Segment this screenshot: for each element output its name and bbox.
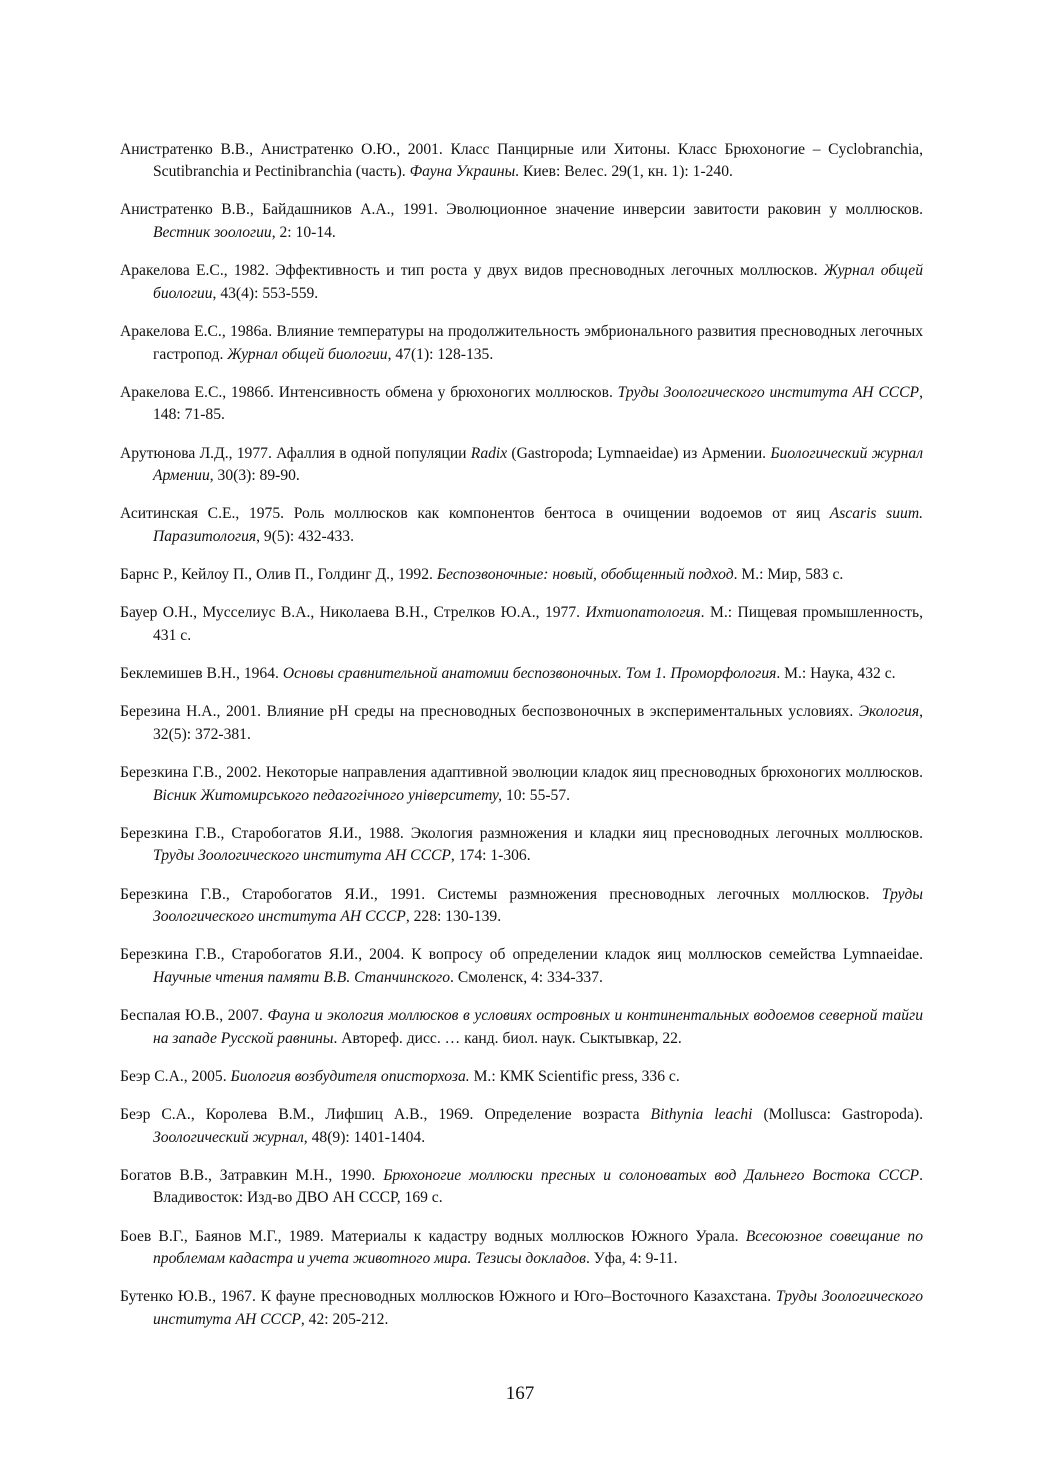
reference-italic-text: Труды Зоологического института АН СССР (153, 885, 923, 926)
reference-entry (120, 762, 923, 807)
reference-text: . Смоленск, 4: 334-337. (450, 968, 603, 986)
reference-text: Беклемишев В.Н., 1964. (120, 665, 283, 683)
reference-italic-text: Научные чтения памяти В.В. Станчинского (153, 968, 451, 986)
reference-entry (120, 1286, 923, 1331)
reference-text: Барнс Р., Кейлоу П., Олив П., Голдинг Д., 1992. (120, 566, 437, 584)
reference-entry (120, 1066, 923, 1089)
reference-text: Аракелова Е.С., 1982. Эффективность и тип роста у двух видов пресноводных легочных моллюсков. (120, 262, 824, 280)
page-number: 167 (505, 1383, 535, 1404)
reference-text: , 42: 205-212. (300, 1311, 389, 1329)
reference-text: Березкина Г.В., 2002. Некоторые направления адаптивной эволюции кладок яиц пресноводных брюхоногих моллюсков. (120, 764, 923, 781)
reference-text: (Gastropoda; Lymnaeidae) из Армении. (507, 444, 771, 462)
reference-entry (120, 1005, 923, 1050)
reference-text: , 30(3): 89-90. (209, 467, 300, 485)
reference-entry (120, 443, 923, 488)
reference-italic-text: Вісник Житомирського педагогічного університету, (153, 786, 503, 804)
reference-italic-text: Беспозвоночные: новый, обобщенный подход (436, 566, 734, 584)
reference-text: Боев В.Г., Баянов М.Г., 1989. Материалы к кадастру водных моллюсков Южного Урала. (120, 1227, 746, 1245)
reference-text: . М.: Пищевая промышленность, 431 с. (153, 604, 923, 644)
reference-italic-text: Зоологический журнал, (153, 1128, 308, 1146)
reference-text: , 43(4): 553-559. (212, 284, 319, 302)
reference-text: . Владивосток: Изд-во ДВО АН СССР, 169 с. (153, 1166, 923, 1207)
reference-italic-text: Bithynia leachi (650, 1106, 753, 1124)
reference-text: , 47(1): 128-135. (387, 345, 494, 363)
reference-text: Березкина Г.В., Старобогатов Я.И., 1988. Экология размножения и кладки яиц пресноводных легочных моллюсков. (120, 824, 923, 842)
reference-text: . М.: Мир, 583 с. (733, 566, 844, 584)
reference-entry (120, 139, 923, 184)
reference-text: (Mollusca: Gastropoda). (752, 1106, 923, 1124)
reference-text: М.: КМК Scientific press, 336 с. (469, 1067, 680, 1085)
reference-italic-text: Фауна Украины (409, 163, 516, 181)
reference-entry (120, 199, 923, 244)
reference-text: . Уфа, 4: 9-11. (585, 1250, 678, 1268)
reference-text: , 174: 1-306. (450, 847, 531, 865)
reference-text: 48(9): 1401-1404. (307, 1128, 426, 1146)
reference-italic-text: Radix (470, 444, 508, 462)
reference-text: Арутюнова Л.Д., 1977. Афаллия в одной популяции (120, 444, 471, 462)
reference-entry (120, 564, 923, 587)
reference-entry (120, 602, 923, 647)
reference-italic-text: Труды Зоологического института АН СССР (153, 1288, 923, 1329)
reference-text: Богатов В.В., Затравкин М.Н., 1990. (120, 1166, 384, 1184)
reference-text: Беэр С.А., 2005. (120, 1067, 231, 1085)
reference-entry (120, 503, 923, 548)
reference-text: Березкина Г.В., Старобогатов Я.И., 1991. Системы размножения пресноводных легочных моллюсков. (120, 885, 882, 903)
reference-italic-text: Биологический журнал Армении (153, 444, 923, 485)
reference-text: Бауер О.Н., Мусселиус В.А., Николаева В.Н., Стрелков Ю.А., 1977. (120, 604, 586, 622)
reference-italic-text: Журнал общей биологии (227, 345, 388, 363)
reference-entry (120, 884, 923, 929)
reference-text: , 9(5): 432-433. (256, 527, 355, 545)
reference-italic-text: Экология (858, 703, 920, 721)
reference-text: Беспалая Ю.В., 2007. (120, 1007, 268, 1025)
reference-entry (120, 1104, 923, 1149)
reference-text: Березина Н.А., 2001. Влияние pH среды на пресноводных беспозвоночных в экспериментальных условиях. (120, 703, 859, 721)
reference-italic-text: Фауна и экология моллюсков в условиях островных и континентальных водоемов северной тайги на западе Русской равнины (153, 1007, 923, 1047)
reference-italic-text: Ascaris suum. Паразитология (153, 505, 923, 545)
reference-text: . Автореф. дисс. … канд. биол. наук. Сыктывкар, 22. (333, 1029, 682, 1047)
reference-italic-text: Вестник зоологии (153, 223, 272, 241)
reference-entry (120, 382, 923, 427)
reference-entry (120, 823, 923, 868)
reference-italic-text: Журнал общей биологии (153, 262, 924, 302)
reference-text: , 148: 71-85. (153, 383, 923, 424)
reference-italic-text: Труды Зоологического института АН СССР (617, 383, 920, 401)
reference-list (120, 123, 923, 1343)
reference-text: , 2: 10-14. (271, 223, 336, 241)
reference-text: , 228: 130-139. (405, 908, 502, 926)
reference-entry (120, 1165, 923, 1210)
reference-text: Березкина Г.В., Старобогатов Я.И., 2004. К вопросу об определении кладок яиц моллюсков семейства Lymnaeidae. (120, 946, 923, 964)
reference-text: , 32(5): 372-381. (153, 703, 923, 743)
reference-italic-text: Труды Зоологического института АН СССР (153, 847, 451, 865)
reference-text: Беэр С.А., Королева В.М., Лифшиц А.В., 1969. Определение возраста (120, 1106, 651, 1124)
reference-text: Анистратенко В.В., Анистратенко О.Ю., 2001. Класс Панцирные или Хитоны. Класс Брюхоногие – Cyclobranchia, Scutibranchia и Pectinibranchia (часть). (120, 140, 923, 181)
reference-text: Аракелова Е.С., 1986б. Интенсивность обмена у брюхоногих моллюсков. (120, 383, 618, 401)
reference-text: Аситинская С.Е., 1975. Роль моллюсков как компонентов бентоса в очищении водоемов от яиц (120, 505, 830, 523)
reference-entry (120, 701, 923, 746)
reference-text: Бутенко Ю.В., 1967. К фауне пресноводных моллюсков Южного и Юго–Восточного Казахстана. (120, 1288, 776, 1306)
reference-text: Аракелова Е.С., 1986а. Влияние температуры на продолжительность эмбрионального развития пресноводных легочных гастропод. (120, 322, 923, 363)
reference-entry (120, 944, 923, 989)
reference-entry (120, 321, 923, 366)
reference-text: Анистратенко В.В., Байдашников А.А., 1991. Эволюционное значение инверсии завитости раковин у моллюсков. (120, 201, 923, 219)
reference-italic-text: Всесоюзное совещание по проблемам кадастра и учета животного мира. Тезисы докладов (153, 1227, 923, 1268)
reference-entry (120, 663, 923, 686)
reference-italic-text: Биология возбудителя описторхоза. (230, 1067, 470, 1085)
reference-entry (120, 260, 923, 305)
reference-italic-text: Ихтиопатология (585, 604, 701, 622)
reference-text: . Киев: Велес. 29(1, кн. 1): 1-240. (515, 163, 733, 181)
reference-italic-text: Основы сравнительной анатомии беспозвоночных. Том 1. Проморфология (282, 665, 777, 683)
reference-text: 10: 55-57. (502, 786, 571, 804)
reference-italic-text: Брюхоногие моллюски пресных и солоноватых вод Дальнего Востока СССР (383, 1166, 920, 1184)
reference-text: . М.: Наука, 432 с. (776, 665, 896, 683)
reference-entry (120, 1226, 923, 1271)
